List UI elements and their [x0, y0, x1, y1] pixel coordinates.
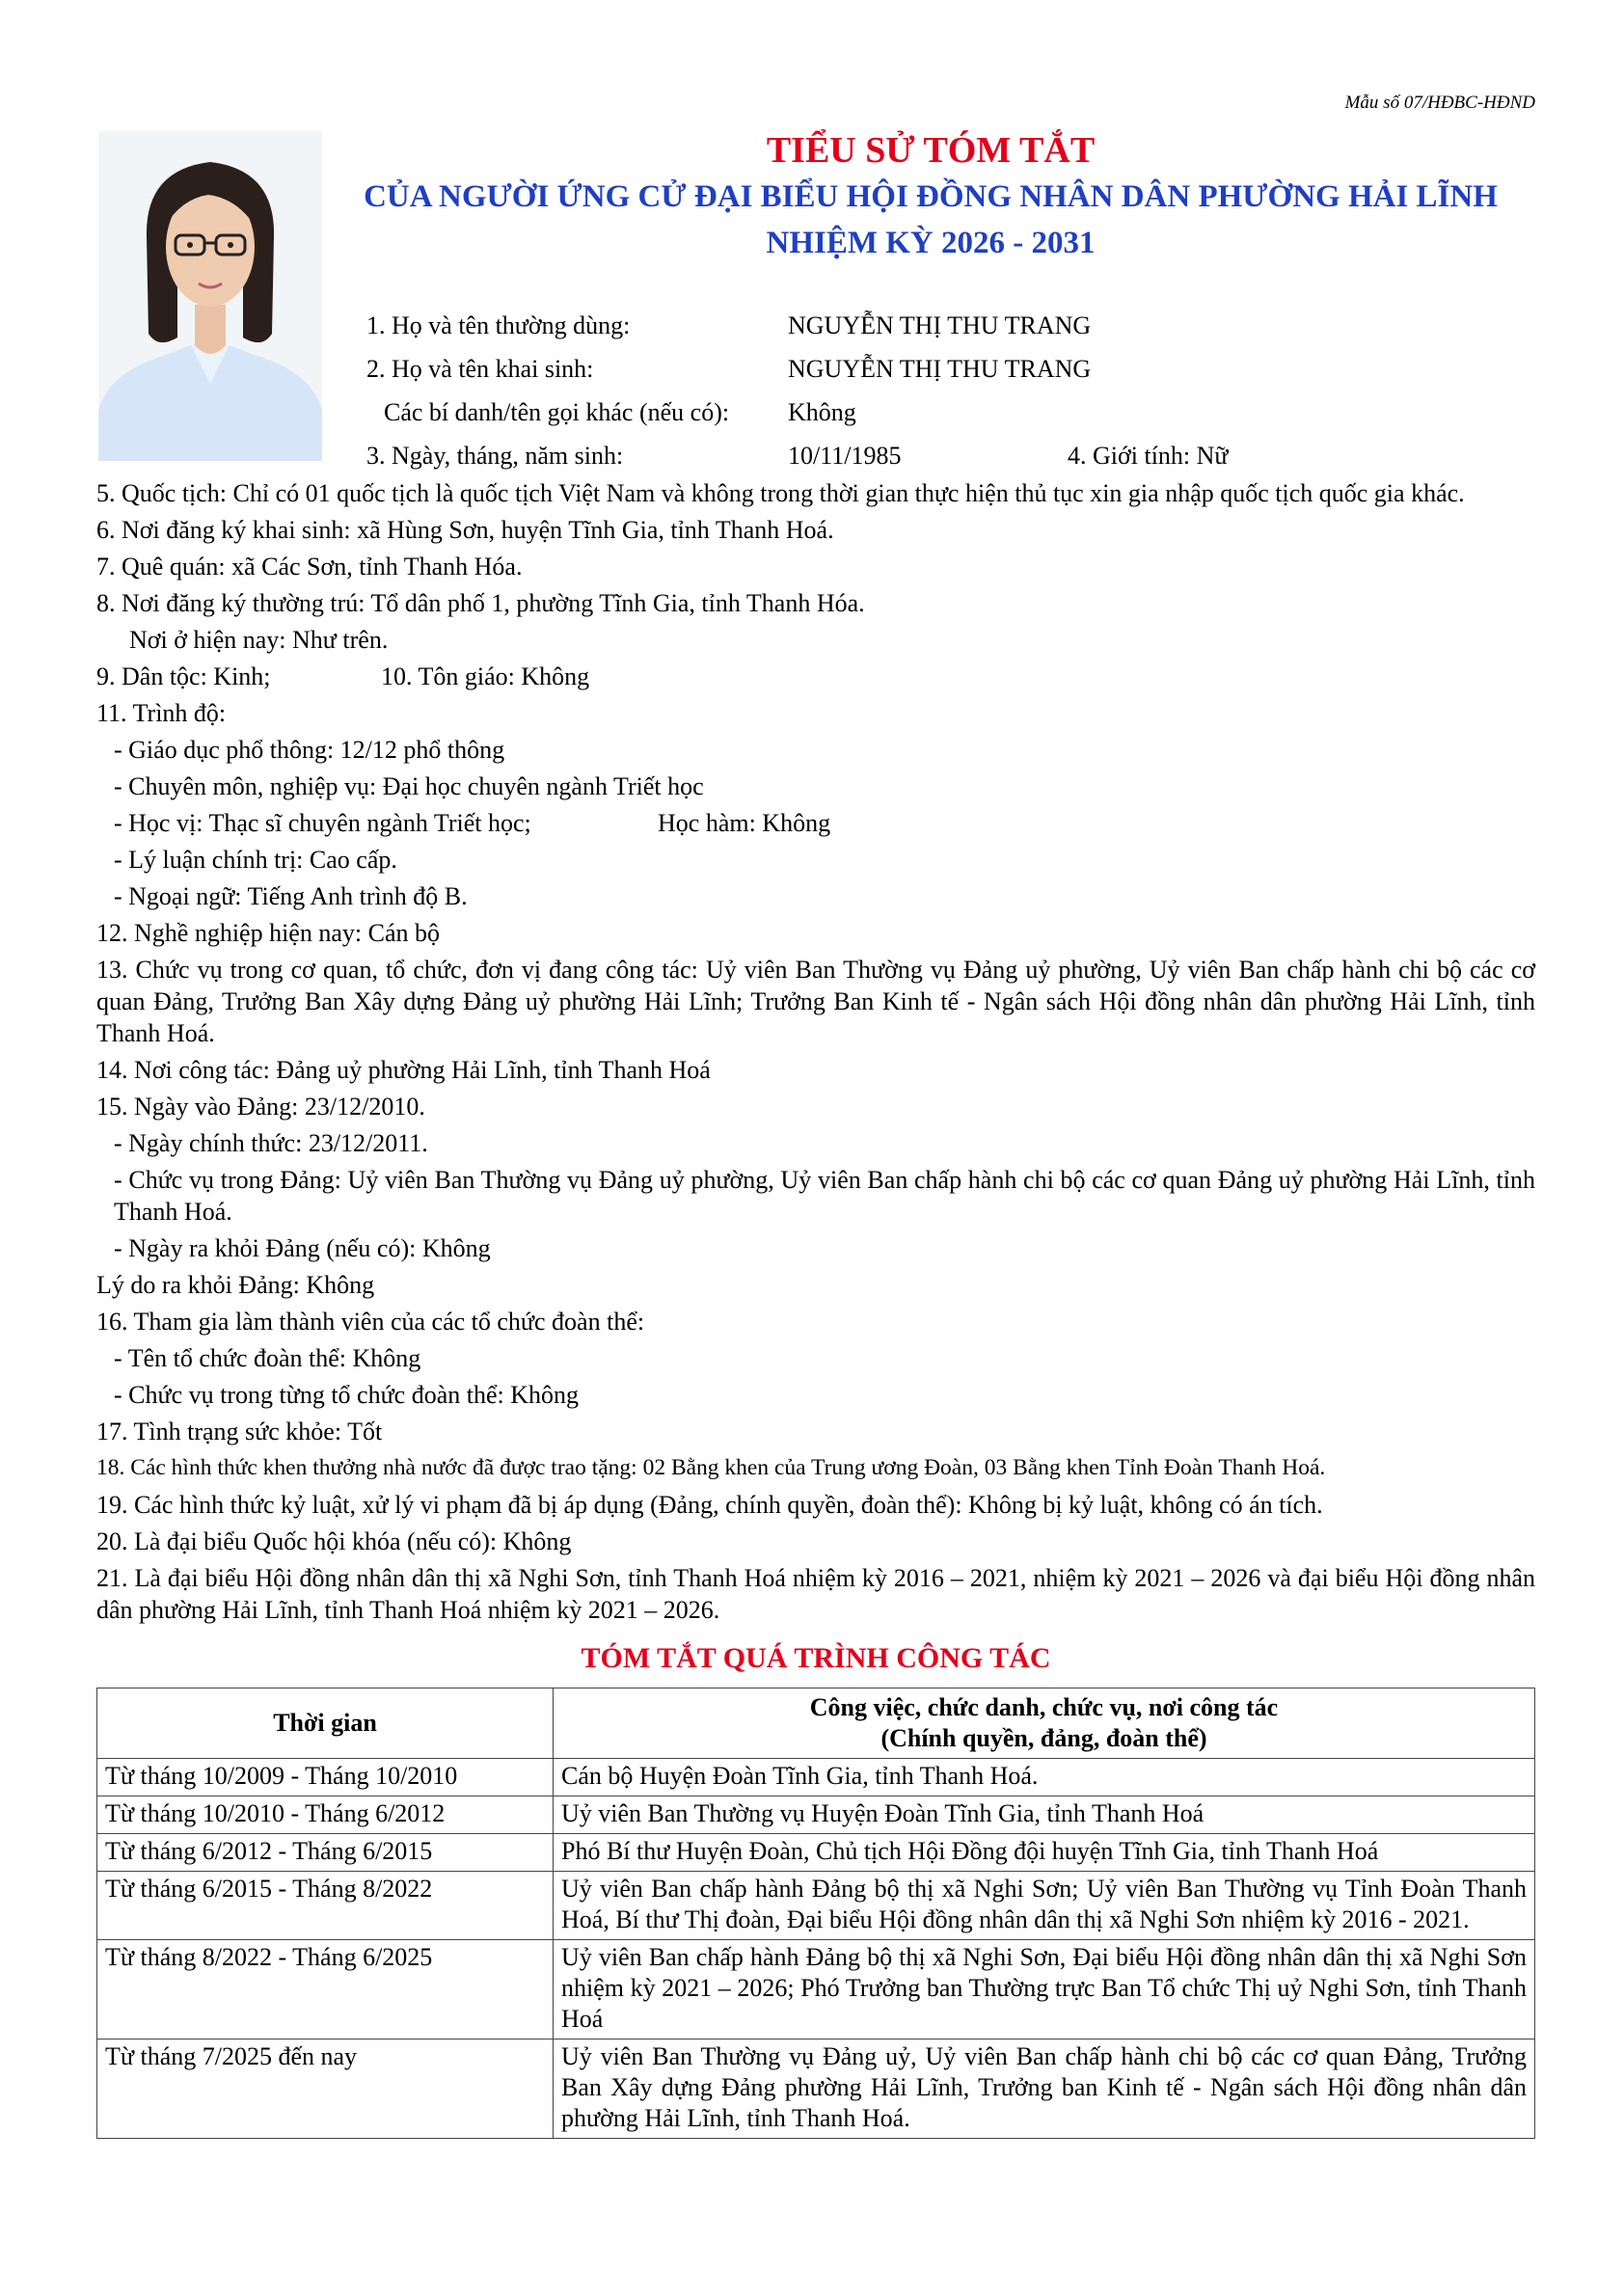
alias-value: Không	[788, 398, 856, 426]
dob-value: 10/11/1985	[788, 442, 902, 470]
item-residence: 8. Nơi đăng ký thường trú: Tổ dân phố 1, phường Tĩnh Gia, tỉnh Thanh Hóa.	[96, 589, 865, 617]
table-row	[97, 1759, 1535, 1796]
dob-label: 3. Ngày, tháng, năm sinh:	[366, 442, 624, 470]
row-time: Từ tháng 10/2010 - Tháng 6/2012	[97, 1796, 554, 1834]
row-time: Từ tháng 10/2009 - Tháng 10/2010	[97, 1759, 554, 1796]
item-occupation: 12. Nghề nghiệp hiện nay: Cán bộ	[96, 919, 440, 947]
item-organization-position: - Chức vụ trong từng tổ chức đoàn thể: Không	[114, 1381, 580, 1409]
portrait-photo	[98, 131, 322, 461]
birth-name-value: NGUYỄN THỊ THU TRANG	[788, 355, 1092, 383]
common-name-value: NGUYỄN THỊ THU TRANG	[788, 311, 1092, 339]
row-job: Phó Bí thư Huyện Đoàn, Chủ tịch Hội Đồng đội huyện Tĩnh Gia, tỉnh Thanh Hoá	[554, 1834, 1535, 1872]
table-header-row	[97, 1688, 1535, 1759]
title-term: NHIỆM KỲ 2026 - 2031	[766, 226, 1096, 260]
table-row	[97, 1796, 1535, 1834]
item-national-assembly: 20. Là đại biểu Quốc hội khóa (nếu có): Không	[96, 1527, 572, 1555]
item-position: 13. Chức vụ trong cơ quan, tổ chức, đơn vị đang công tác: Uỷ viên Ban Thường vụ Đảng uỷ phường, Uỷ viên Ban chấp hành chi bộ các cơ quan Đảng, Trưởng Ban Xây dựng Đảng uỷ phường Hải Lĩnh; Trưởng Ban Kinh tế - Ngân sách Hội đồng nhân dân phường Hải Lĩnh, tỉnh Thanh Hoá.	[96, 956, 1535, 1047]
item-party-leave-reason: Lý do ra khỏi Đảng: Không	[96, 1271, 375, 1299]
document-title	[328, 127, 1533, 266]
work-history-heading: TÓM TẮT QUÁ TRÌNH CÔNG TÁC	[581, 1642, 1051, 1674]
item-education-heading: 11. Trình độ:	[96, 699, 227, 727]
item-ethnicity: 9. Dân tộc: Kinh;	[96, 662, 271, 690]
item-degree-row	[96, 807, 1535, 839]
row-job: Uỷ viên Ban chấp hành Đảng bộ thị xã Nghi Sơn, Đại biểu Hội đồng nhân dân thị xã Nghi Sơn nhiệm kỳ 2021 – 2026; Phó Trưởng ban Thường trực Ban Tổ chức Thị uỷ Nghi Sơn, tỉnh Thanh Hoá	[554, 1940, 1535, 2039]
item-foreign-language: - Ngoại ngữ: Tiếng Anh trình độ B.	[114, 882, 468, 910]
row-time: Từ tháng 6/2015 - Tháng 8/2022	[97, 1872, 554, 1940]
portrait-photo-illustration	[98, 131, 322, 461]
form-code: Mẫu số 07/HĐBC-HĐND	[1344, 93, 1535, 113]
row-job: Uỷ viên Ban Thường vụ Đảng uỷ, Uỷ viên Ban chấp hành chi bộ các cơ quan Đảng, Trưởng Ban Xây dựng Đảng phường Hải Lĩnh, Trưởng ban Kinh tế - Ngân sách Hội đồng nhân dân phường Hải Lĩnh, tỉnh Thanh Hoá.	[554, 2039, 1535, 2139]
header-job-line2: (Chính quyền, đảng, đoàn thể)	[880, 1724, 1207, 1752]
item-party-official: - Ngày chính thức: 23/12/2011.	[114, 1129, 428, 1157]
item-workplace: 14. Nơi công tác: Đảng uỷ phường Hải Lĩnh, tỉnh Thanh Hoá	[96, 1056, 711, 1084]
item-general-education: - Giáo dục phổ thông: 12/12 phổ thông	[114, 736, 505, 764]
row-job: Cán bộ Huyện Đoàn Tĩnh Gia, tỉnh Thanh Hoá.	[554, 1759, 1535, 1796]
row-time: Từ tháng 6/2012 - Tháng 6/2015	[97, 1834, 554, 1872]
item-organizations-heading: 16. Tham gia làm thành viên của các tổ chức đoàn thể:	[96, 1308, 645, 1336]
table-row	[97, 1834, 1535, 1872]
item-religion: 10. Tôn giáo: Không	[381, 662, 590, 690]
item-discipline: 19. Các hình thức kỷ luật, xử lý vi phạm đã bị áp dụng (Đảng, chính quyền, đoàn thể): Không bị kỷ luật, không có án tích.	[96, 1491, 1323, 1519]
title-subtitle: CỦA NGƯỜI ỨNG CỬ ĐẠI BIỂU HỘI ĐỒNG NHÂN DÂN PHƯỜNG HẢI LĨNH	[364, 179, 1498, 214]
alias-label: Các bí danh/tên gọi khác (nếu có):	[384, 398, 730, 426]
item-political-theory: - Lý luận chính trị: Cao cấp.	[114, 846, 397, 874]
item-specialty: - Chuyên môn, nghiệp vụ: Đại học chuyên ngành Triết học	[114, 772, 704, 800]
item-current-residence: Nơi ở hiện nay: Như trên.	[129, 626, 389, 654]
item-degree: - Học vị: Thạc sĩ chuyên ngành Triết học;	[114, 809, 531, 837]
item-party-join: 15. Ngày vào Đảng: 23/12/2010.	[96, 1093, 425, 1121]
header-job-line1: Công việc, chức danh, chức vụ, nơi công tác	[809, 1693, 1279, 1721]
item-hometown: 7. Quê quán: xã Các Sơn, tỉnh Thanh Hóa.	[96, 553, 523, 581]
item-party-leave-date: - Ngày ra khỏi Đảng (nếu có): Không	[114, 1234, 491, 1262]
item-council-member: 21. Là đại biểu Hội đồng nhân dân thị xã Nghi Sơn, tỉnh Thanh Hoá nhiệm kỳ 2016 – 2021, nhiệm kỳ 2021 – 2026 và đại biểu Hội đồng nhân dân phường Hải Lĩnh, tỉnh Thanh Hoá nhiệm kỳ 2021 – 2026.	[96, 1564, 1535, 1624]
birth-name-label: 2. Họ và tên khai sinh:	[366, 355, 594, 383]
item-ethnicity-religion	[96, 661, 1535, 692]
item-academic-title: Học hàm: Không	[658, 809, 831, 837]
table-row	[97, 1872, 1535, 1940]
table-row	[97, 2039, 1535, 2139]
header-job	[554, 1688, 1535, 1759]
item-party-position: - Chức vụ trong Đảng: Uỷ viên Ban Thường vụ Đảng uỷ phường, Uỷ viên Ban chấp hành chi bộ các cơ quan Đảng uỷ phường Hải Lĩnh, tỉnh Thanh Hoá.	[114, 1166, 1535, 1226]
common-name-label: 1. Họ và tên thường dùng:	[366, 311, 631, 339]
item-health: 17. Tình trạng sức khỏe: Tốt	[96, 1418, 383, 1445]
item-organization-name: - Tên tổ chức đoàn thể: Không	[114, 1344, 421, 1372]
item-nationality: 5. Quốc tịch: Chỉ có 01 quốc tịch là quốc tịch Việt Nam và không trong thời gian thực hiện thủ tục xin gia nhập quốc tịch quốc gia khác.	[96, 479, 1465, 507]
work-history-table	[96, 1688, 1535, 2139]
gender-value: 4. Giới tính: Nữ	[1068, 442, 1229, 470]
item-awards: 18. Các hình thức khen thưởng nhà nước đã được trao tặng: 02 Bằng khen của Trung ương Đoàn, 03 Bằng khen Tỉnh Đoàn Thanh Hoá.	[96, 1455, 1326, 1480]
title-main: TIỂU SỬ TÓM TẮT	[766, 130, 1096, 171]
biography-content	[96, 477, 1535, 2139]
table-row	[97, 1940, 1535, 2039]
row-job: Uỷ viên Ban chấp hành Đảng bộ thị xã Nghi Sơn; Uỷ viên Ban Thường vụ Tỉnh Đoàn Thanh Hoá, Bí thư Thị đoàn, Đại biểu Hội đồng nhân dân thị xã Nghi Sơn nhiệm kỳ 2016 - 2021.	[554, 1872, 1535, 1940]
header-time: Thời gian	[97, 1688, 554, 1759]
row-job: Uỷ viên Ban Thường vụ Huyện Đoàn Tĩnh Gia, tỉnh Thanh Hoá	[554, 1796, 1535, 1834]
row-time: Từ tháng 7/2025 đến nay	[97, 2039, 554, 2139]
item-birthplace: 6. Nơi đăng ký khai sinh: xã Hùng Sơn, huyện Tĩnh Gia, tỉnh Thanh Hoá.	[96, 516, 834, 544]
row-time: Từ tháng 8/2022 - Tháng 6/2025	[97, 1940, 554, 2039]
